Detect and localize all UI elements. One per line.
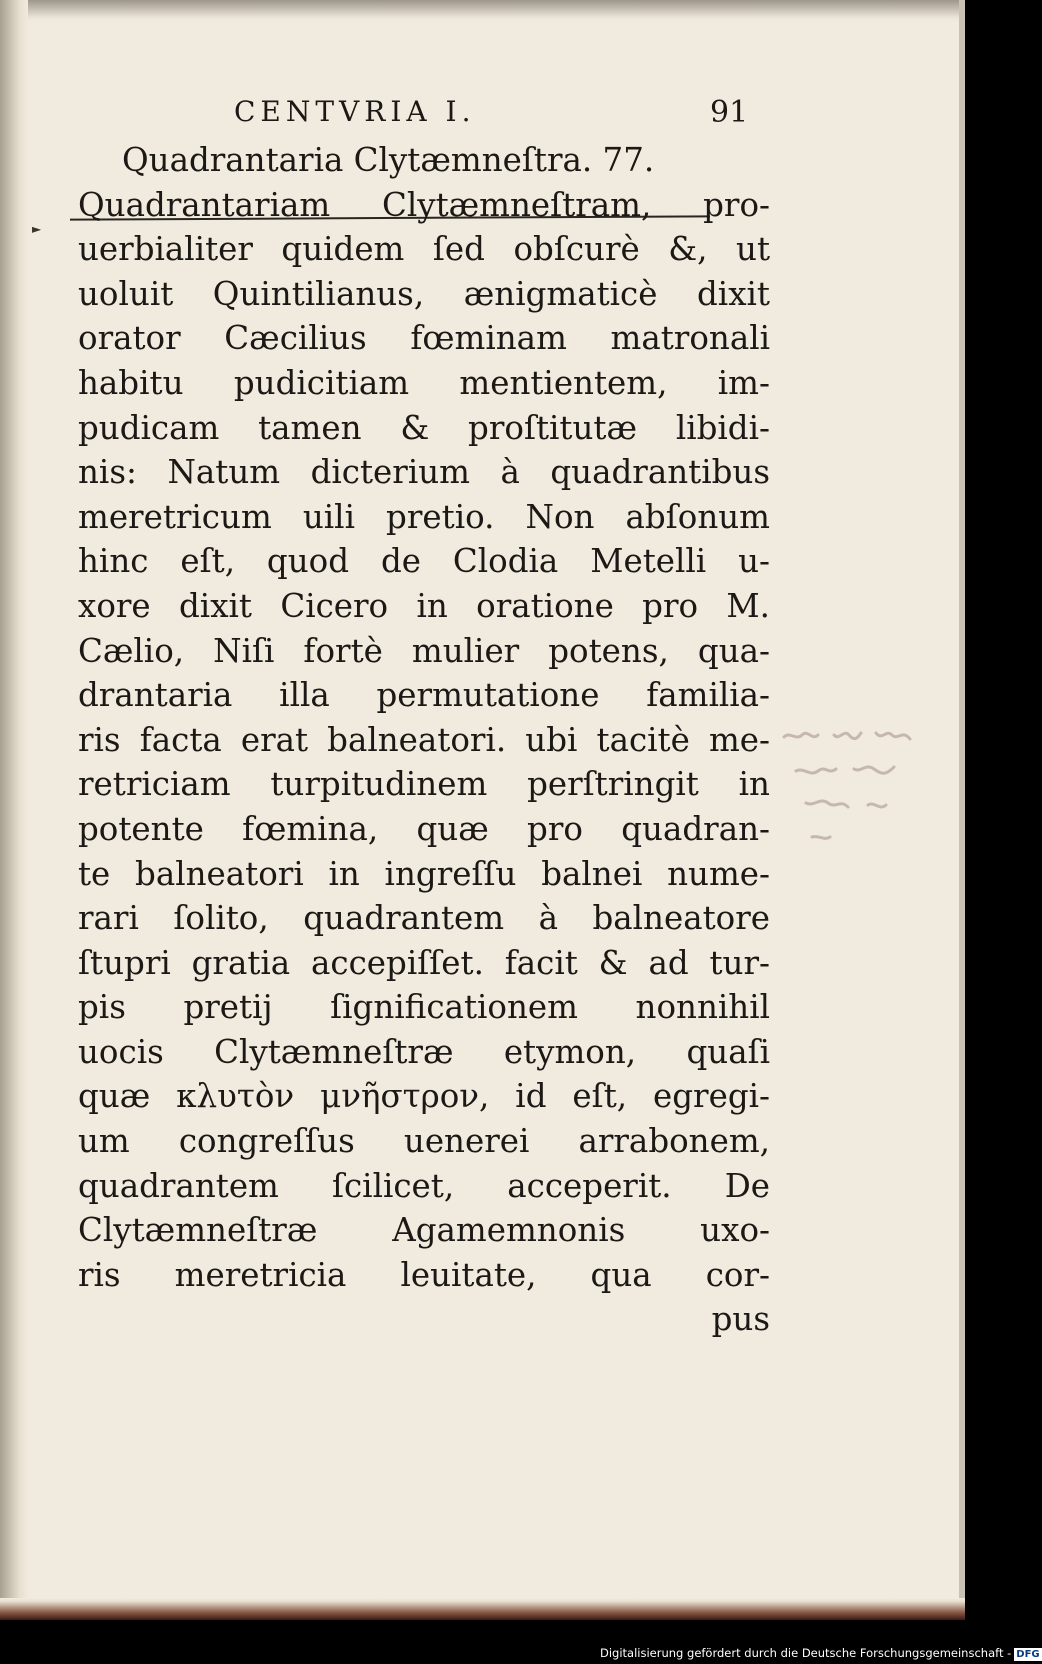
text-line: potente fœmina, quæ pro quadran- (78, 809, 770, 848)
margin-pointer-mark: ► (32, 222, 42, 236)
text-line: uocis Clytæmneſtræ etymon, quaſi (78, 1032, 770, 1071)
text-line: Cælio, Niſi fortè mulier potens, qua- (78, 631, 770, 670)
text-line: ſtupri gratia accepiſſet. facit & ad tur- (78, 943, 770, 982)
text-line: ris meretricia leuitate, qua cor- (78, 1255, 770, 1294)
page-right-edge (959, 0, 965, 1620)
text-line: nis: Natum dicterium à quadrantibus (78, 453, 770, 492)
section-title: Quadrantaria Clytæmneſtra. 77. (122, 141, 655, 179)
dfg-logo: DFG (1016, 1649, 1040, 1660)
page-number: 91 (710, 95, 749, 130)
text-line: pudicam tamen & proſtitutæ libidi- (78, 408, 770, 447)
text-line: rari ſolito, quadrantem à balneatore (78, 899, 770, 938)
text-line: xore dixit Cicero in oratione pro M. (78, 586, 770, 625)
text-line: quæ κλυτὸν μνῆστρον, id eſt, egregi- (78, 1077, 770, 1116)
text-line: Clytæmneſtræ Agamemnonis uxo- (78, 1211, 770, 1250)
text-line: habitu pudicitiam mentientem, im- (78, 363, 770, 402)
catchword: pus (711, 1300, 770, 1339)
text-line: quadrantem ſcilicet, acceperit. De (78, 1166, 770, 1205)
text-line: um congreſſus uenerei arrabonem, (78, 1122, 770, 1161)
text-line: Quadrantariam Clytæmneſtram, pro- (78, 185, 770, 224)
text-line: drantaria illa permutatione familia- (78, 676, 770, 715)
text-line: te balneatori in ingreſſu balnei nume- (78, 854, 770, 893)
page-header (70, 95, 780, 135)
page-top-edge (0, 0, 965, 22)
body-text (78, 138, 770, 1342)
text-line: orator Cæcilius fœminam matronali (78, 319, 770, 358)
credit-text: Digitalisierung gefördert durch die Deutsche Forschungsgemeinschaft - (600, 1646, 1012, 1660)
text-line: hinc eſt, quod de Clodia Metelli u- (78, 542, 770, 581)
text-line: retriciam turpitudinem perſtringit in (78, 765, 770, 804)
text-line: meretricum uili pretio. Non abſonum (78, 497, 770, 536)
text-line: ris facta erat balneatori. ubi tacitè me- (78, 720, 770, 759)
page-bottom-edge (0, 1598, 965, 1620)
digitization-credit (600, 1646, 1042, 1664)
running-head: CENTVRIA I. (234, 95, 476, 128)
text-line: pis pretij ſignificationem nonnihil (78, 988, 770, 1027)
text-line: uoluit Quintilianus, ænigmaticè dixit (78, 274, 770, 313)
text-line: uerbialiter quidem ſed obſcurè &, ut (78, 230, 770, 269)
faded-margin-annotation (776, 725, 951, 855)
page-gutter-shadow (0, 0, 28, 1620)
